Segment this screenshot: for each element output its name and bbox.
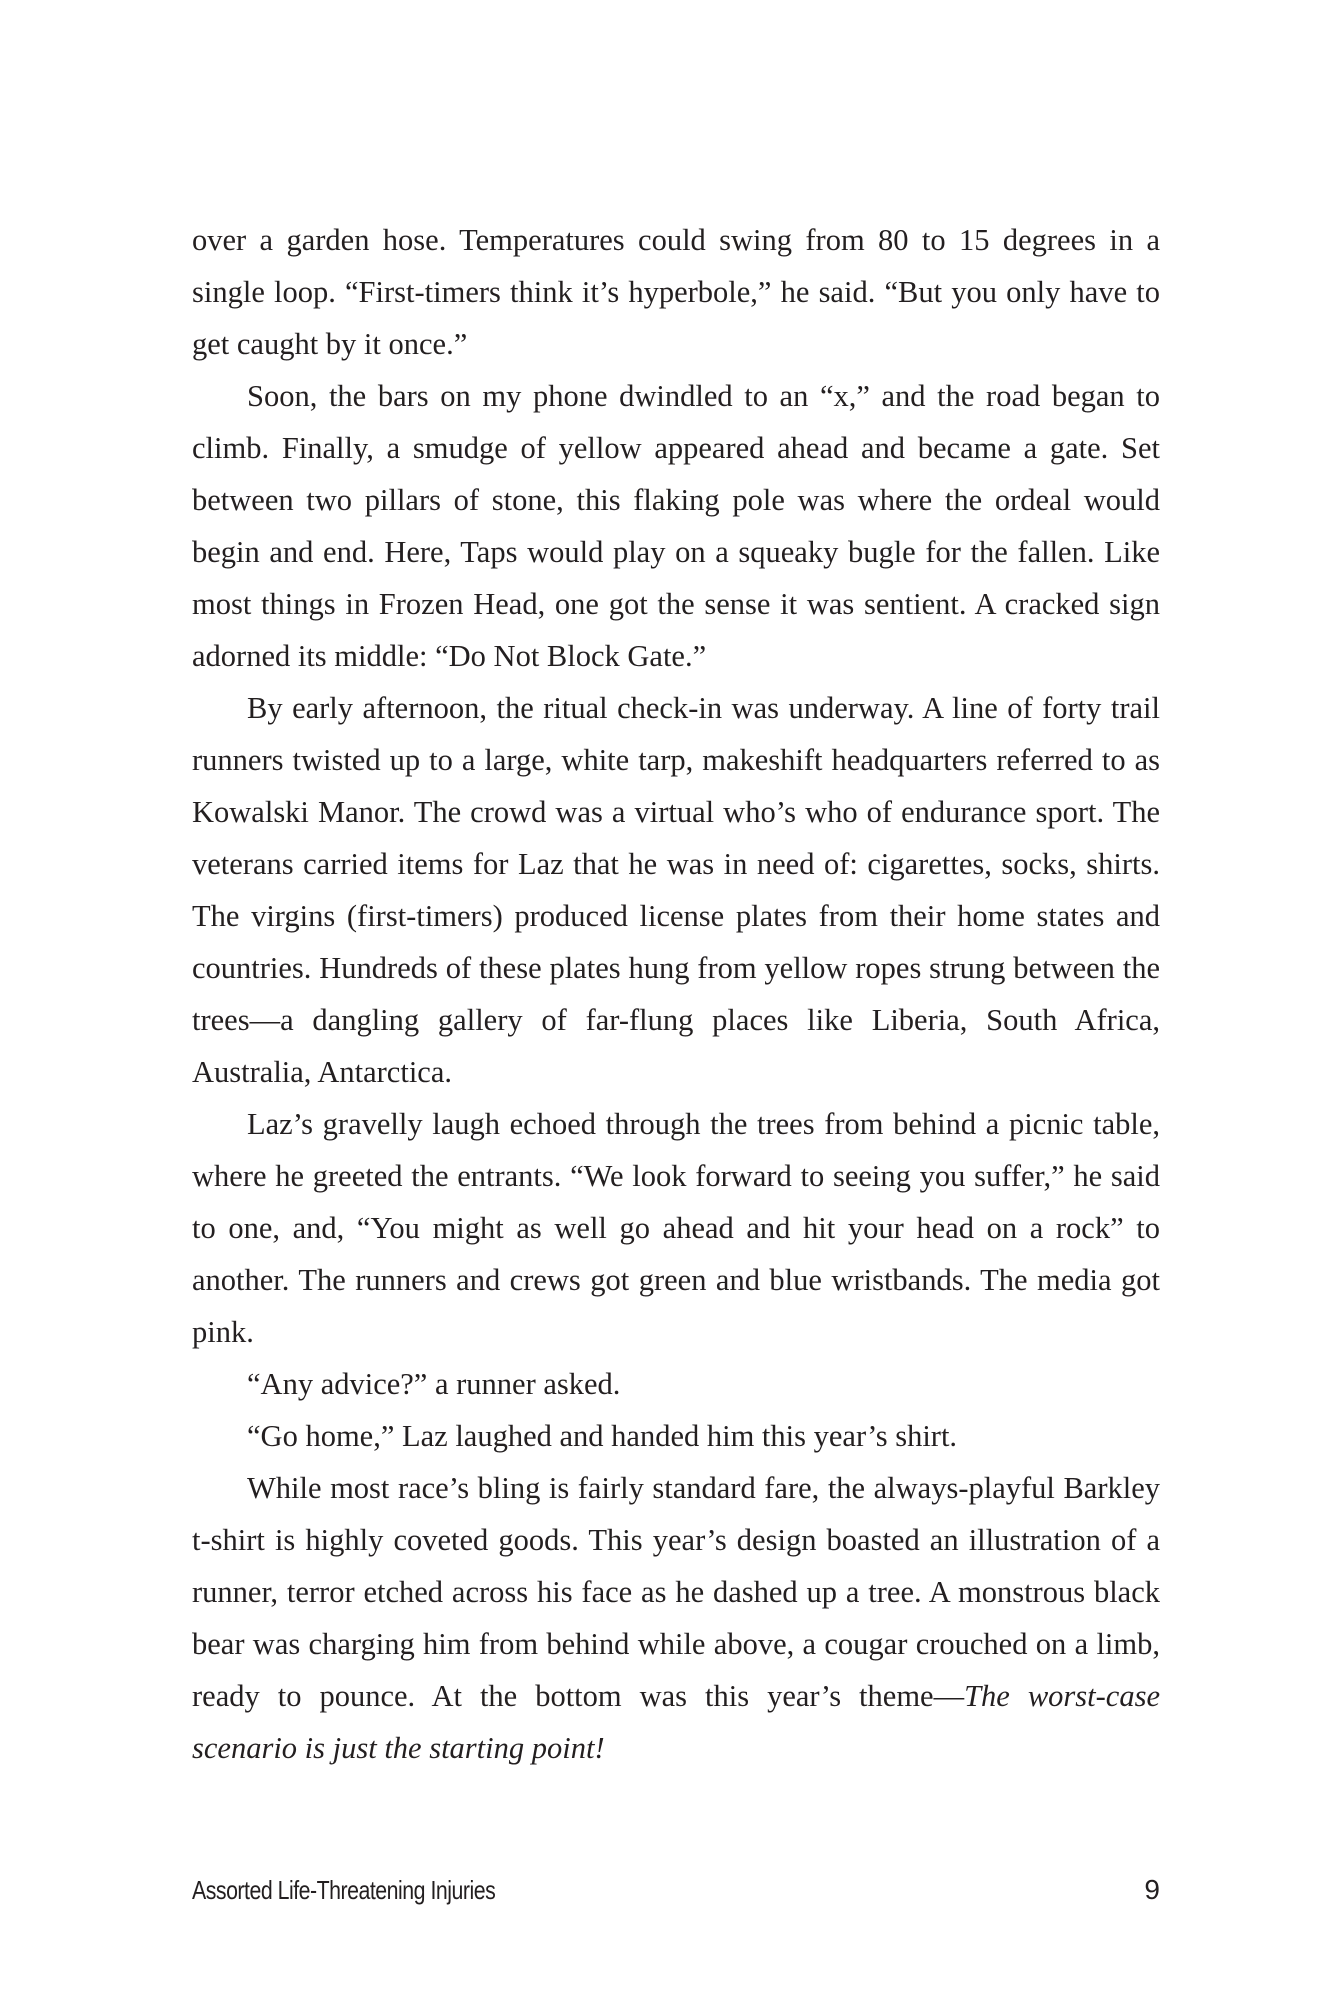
paragraph-continued: over a garden hose. Temperatures could swing from 80 to 15 degrees in a single loop. “First-timers think it’s hyperbole,” he said. “But you only have to get caught by it once.” [192, 223, 1160, 361]
paragraph-check-in: By early afternoon, the ritual check-in was underway. A line of forty trail runners twisted up to a large, white tarp, makeshift headquarters referred to as Kowalski Manor. The crowd was a virtual who’s who of endurance sport. The veterans carried items for Laz that he was in need of: cigarettes, socks, shirts. The virgins (first-timers) produced license plates from their home states and countries. Hundreds of these plates hung from yellow ropes strung between the trees—a dangling gallery of far-flung places like Liberia, South Africa, Australia, Antarctica. [192, 691, 1160, 1089]
page-footer [192, 1874, 1160, 1906]
paragraph-advice-question: “Any advice?” a runner asked. [247, 1367, 621, 1401]
running-title: Assorted Life-Threatening Injuries [192, 1875, 496, 1905]
body-text [192, 214, 1160, 1774]
paragraph-go-home: “Go home,” Laz laughed and handed him this year’s shirt. [247, 1419, 958, 1453]
page-number: 9 [1144, 1874, 1160, 1905]
paragraph-gate: Soon, the bars on my phone dwindled to an “x,” and the road began to climb. Finally, a smudge of yellow appeared ahead and became a gate. Set between two pillars of stone, this flaking pole was where the ordeal would begin and end. Here, Taps would play on a squeaky bugle for the fallen. Like most things in Frozen Head, one got the sense it was sentient. A cracked sign adorned its middle: “Do Not Block Gate.” [192, 379, 1160, 673]
paragraph-laz-greeting: Laz’s gravelly laugh echoed through the trees from behind a picnic table, where he greeted the entrants. “We look forward to seeing you suffer,” he said to one, and, “You might as well go ahead and hit your head on a rock” to another. The runners and crews got green and blue wristbands. The media got pink. [192, 1107, 1160, 1349]
paragraph-t-shirt [192, 1462, 1160, 1774]
theme-italic: The worst-case scenario is just the starting point! [192, 1679, 1160, 1765]
t-shirt-text: While most race’s bling is fairly standard fare, the always-playful Barkley t-shirt is highly coveted goods. This year’s design boasted an illustration of a runner, terror etched across his face as he dashed up a tree. A monstrous black bear was charging him from behind while above, a cougar crouched on a limb, ready to pounce. At the bottom was this year’s theme— [192, 1471, 1160, 1713]
